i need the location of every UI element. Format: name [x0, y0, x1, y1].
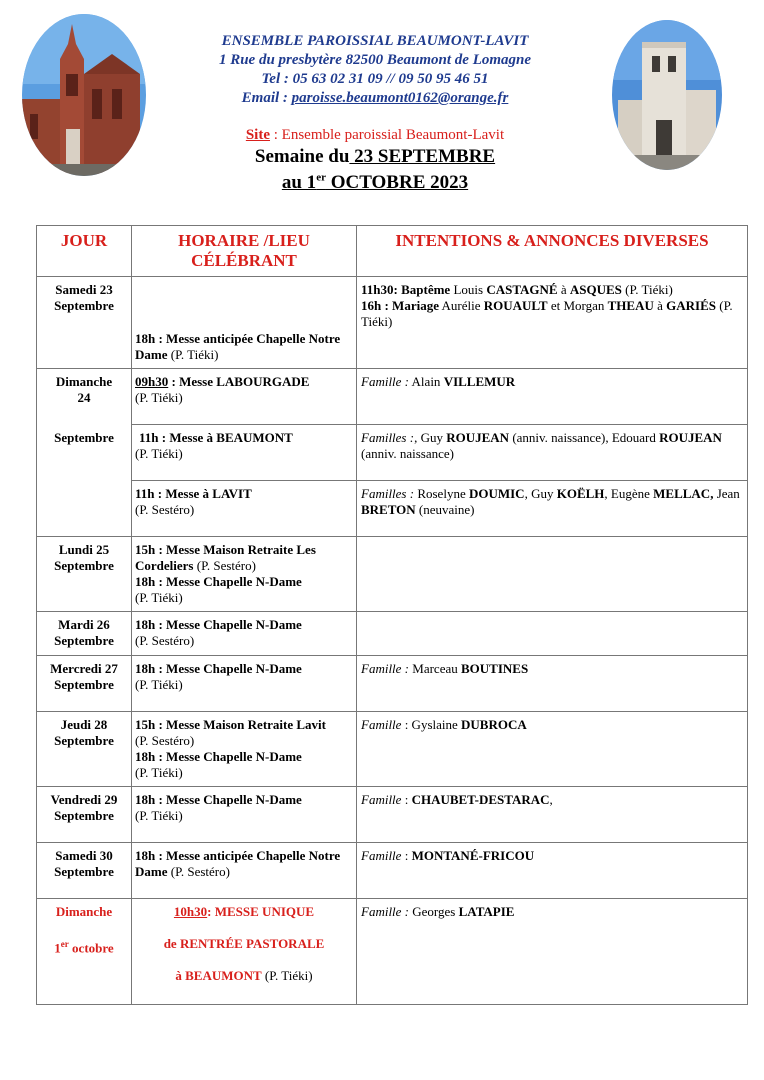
- schedule-cell: 15h : Messe Maison Retraite Les Cordeliers (P. Sestéro) 18h : Messe Chapelle N-Dame (P. Tiéki): [132, 537, 357, 612]
- intention-cell: Famille : Gyslaine DUBROCA: [357, 712, 748, 787]
- week-title-line1: [150, 146, 600, 168]
- col-intentions: INTENTIONS & ANNONCES DIVERSES: [357, 226, 748, 277]
- schedule-cell: 18h : Messe Chapelle N-Dame (P. Sestéro): [132, 612, 357, 656]
- schedule-table: [36, 225, 748, 1005]
- parish-name: ENSEMBLE PAROISSIAL BEAUMONT-LAVIT: [221, 33, 529, 49]
- intention-cell: [357, 277, 748, 369]
- table-row: [37, 787, 748, 843]
- table-row: [37, 537, 748, 612]
- schedule-cell: 11h : Messe à BEAUMONT (P. Tiéki): [132, 425, 357, 481]
- schedule-cell: 09h30 : Messe LABOURGADE (P. Tiéki): [132, 369, 357, 425]
- intention-cell: Famille : CHAUBET-DESTARAC,: [357, 787, 748, 843]
- day-cell: Mercredi 27 Septembre: [37, 656, 132, 712]
- week-prefix: Semaine du: [254, 146, 350, 167]
- email-link[interactable]: paroisse.beaumont0162@orange.fr: [291, 90, 509, 106]
- col-horaire: HORAIRE /LIEU CÉLÉBRANT: [132, 226, 357, 277]
- table-row: [37, 843, 748, 899]
- table-header-row: [37, 226, 748, 277]
- table-row: [37, 712, 748, 787]
- day-cell: Jeudi 28 Septembre: [37, 712, 132, 787]
- intention-cell: Familles :, Guy ROUJEAN (anniv. naissance), Edouard ROUJEAN (anniv. naissance): [357, 425, 748, 481]
- week-end-sup: er: [316, 172, 326, 184]
- parish-phone: Tel : 05 63 02 31 09 // 09 50 95 46 51: [261, 71, 489, 87]
- week-title-line2: [150, 172, 600, 194]
- day-cell: Mardi 26 Septembre: [37, 612, 132, 656]
- table-row: [37, 277, 748, 369]
- week-end-prefix: au 1: [281, 172, 317, 194]
- intention-cell: [357, 612, 748, 656]
- day-cell: Vendredi 29 Septembre: [37, 787, 132, 843]
- col-jour: JOUR: [37, 226, 132, 277]
- intention-cell: Famille : Georges LATAPIE: [357, 899, 748, 1005]
- site-line: [150, 127, 600, 144]
- table-row: [37, 656, 748, 712]
- intention-line: 16h : Mariage Aurélie ROUAULT et Morgan THEAU à GARIÉS (P. Tiéki): [361, 298, 733, 329]
- day-cell: Dimanche 24 Septembre: [37, 369, 132, 537]
- intention-cell: [357, 537, 748, 612]
- white-church-tower-photo: [612, 20, 722, 170]
- table-row: [37, 899, 748, 1005]
- schedule-cell: 18h : Messe Chapelle N-Dame (P. Tiéki): [132, 787, 357, 843]
- intention-cell: Famille : Alain VILLEMUR: [357, 369, 748, 425]
- brick-church-photo: [22, 14, 146, 176]
- mass-time: 18h : Messe anticipée Chapelle Notre Dame: [135, 331, 341, 362]
- week-start: 23 SEPTEMBRE: [349, 146, 496, 167]
- email-label: Email :: [241, 90, 292, 106]
- schedule-cell: [132, 277, 357, 369]
- week-end: OCTOBRE 2023: [325, 172, 469, 194]
- schedule-cell: 15h : Messe Maison Retraite Lavit (P. Sestéro) 18h : Messe Chapelle N-Dame (P. Tiéki): [132, 712, 357, 787]
- day-cell: Dimanche 1er octobre: [37, 899, 132, 1005]
- table-row: [37, 425, 748, 481]
- day-cell: Samedi 23 Septembre: [37, 277, 132, 369]
- schedule-cell: 18h : Messe anticipée Chapelle Notre Dame (P. Sestéro): [132, 843, 357, 899]
- celebrant: (P. Tiéki): [167, 347, 219, 362]
- site-text: : Ensemble paroissial Beaumont-Lavit: [270, 127, 505, 143]
- intention-line: 11h30: Baptême Louis CASTAGNÉ à ASQUES (P. Tiéki): [361, 282, 673, 297]
- schedule-cell: 10h30: MESSE UNIQUE de RENTRÉE PASTORALE à BEAUMONT (P. Tiéki): [132, 899, 357, 1005]
- schedule-cell: 11h : Messe à LAVIT (P. Sestéro): [132, 481, 357, 537]
- table-row: [37, 612, 748, 656]
- schedule-cell: 18h : Messe Chapelle N-Dame (P. Tiéki): [132, 656, 357, 712]
- day-cell: Samedi 30 Septembre: [37, 843, 132, 899]
- site-link[interactable]: Site: [245, 127, 271, 143]
- parish-address: 1 Rue du presbytère 82500 Beaumont de Lomagne: [218, 52, 532, 68]
- intention-cell: Famille : Marceau BOUTINES: [357, 656, 748, 712]
- day-cell: Lundi 25 Septembre: [37, 537, 132, 612]
- intention-cell: Famille : MONTANÉ-FRICOU: [357, 843, 748, 899]
- parish-email-line: [150, 89, 600, 108]
- intention-cell: Familles : Roselyne DOUMIC, Guy KOËLH, Eugène MELLAC, Jean BRETON (neuvaine): [357, 481, 748, 537]
- parish-header: [150, 32, 600, 108]
- table-row: [37, 481, 748, 537]
- table-row: [37, 369, 748, 425]
